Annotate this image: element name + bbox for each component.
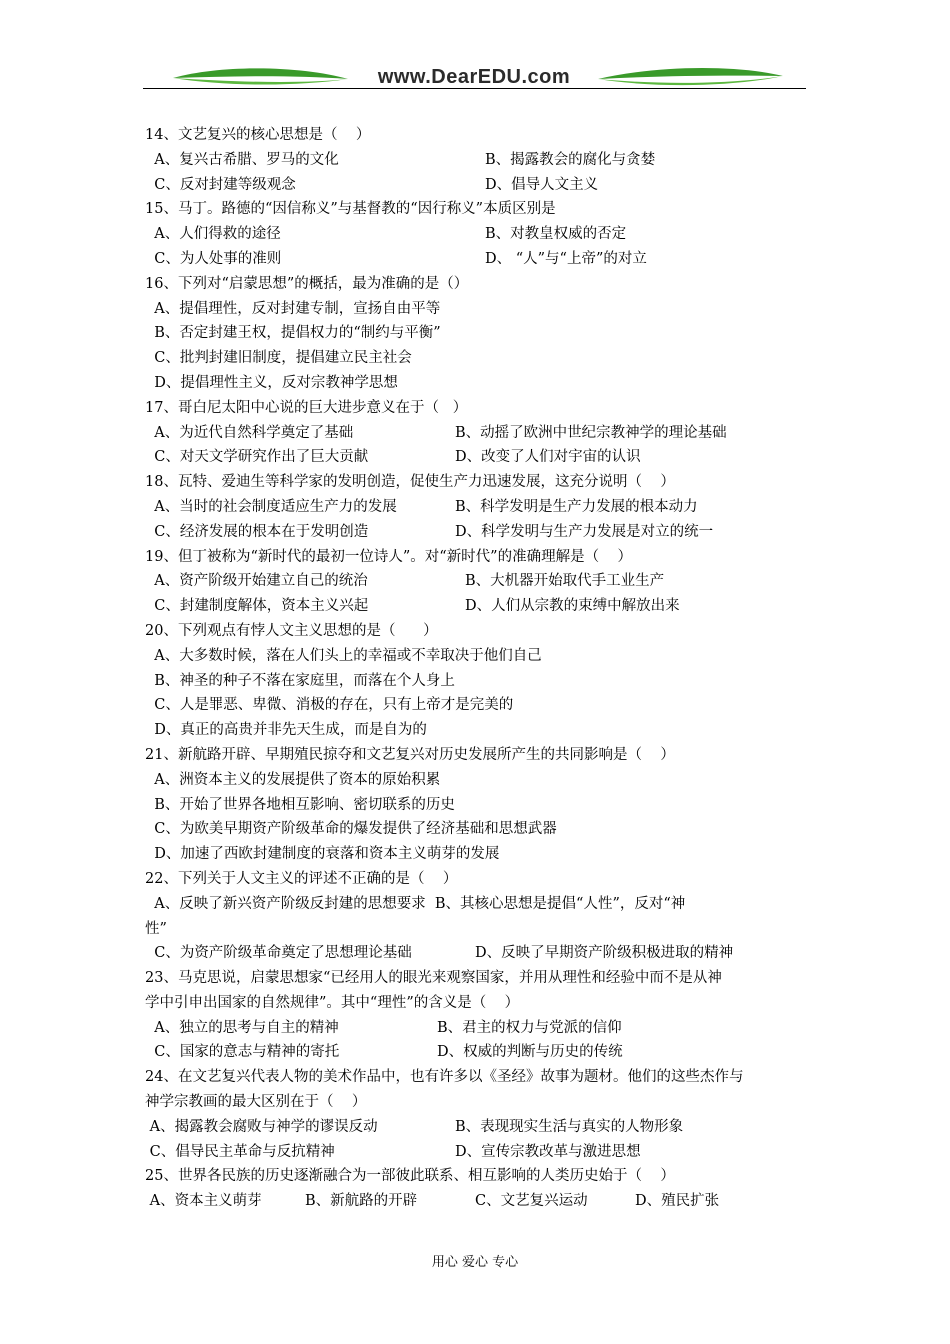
answer-option: B、揭露教会的腐化与贪婪 — [485, 151, 656, 168]
answer-option: 神学宗教画的最大区别在于（ ） — [145, 1094, 367, 1111]
question-stem: 24、在文艺复兴代表人物的美术作品中，也有许多以《圣经》故事为题材。他们的这些杰作与 — [145, 1069, 744, 1086]
question-item — [145, 197, 825, 271]
answer-option: C、为资产阶级革命奠定了思想理论基础 — [145, 945, 412, 962]
answer-option: A、复兴古希腊、罗马的文化 — [145, 151, 339, 168]
answer-option: D、人们从宗教的束缚中解放出来 — [465, 598, 680, 615]
option-row — [145, 445, 825, 470]
question-stem: 17、哥白尼太阳中心说的巨大进步意义在于（ ） — [145, 399, 468, 416]
answer-option: 性” — [145, 920, 167, 937]
answer-option: A、洲资本主义的发展提供了资本的原始积累 — [145, 771, 441, 788]
option-row — [145, 842, 825, 867]
answer-option: B、表现现实生活与真实的人物形象 — [455, 1118, 684, 1135]
option-row — [145, 1016, 825, 1041]
option-row — [145, 1115, 825, 1140]
question-item — [145, 619, 825, 743]
option-row — [145, 321, 825, 346]
option-row — [145, 1040, 825, 1065]
answer-option: B、大机器开始取代手工业生产 — [465, 573, 665, 590]
answer-option: C、国家的意志与精神的寄托 — [145, 1044, 340, 1061]
option-row — [145, 148, 825, 173]
answer-option: D、加速了西欧封建制度的衰落和资本主义萌芽的发展 — [145, 846, 500, 863]
question-item — [145, 545, 825, 619]
question-stem: 18、瓦特、爱迪生等科学家的发明创造，促使生产力迅速发展，这充分说明（ ） — [145, 474, 675, 491]
answer-option: B、动摇了欧洲中世纪宗教神学的理论基础 — [455, 424, 727, 441]
question-stem: 23、马克思说，启蒙思想家“已经用人的眼光来观察国家，并用从理性和经验中而不是从神 — [145, 970, 722, 987]
answer-option: C、文艺复兴运动 — [475, 1193, 588, 1210]
answer-option: C、批判封建旧制度，提倡建立民主社会 — [145, 350, 412, 367]
question-item — [145, 272, 825, 396]
option-row — [145, 991, 825, 1016]
answer-option: A、资产阶级开始建立自己的统治 — [145, 573, 368, 590]
question-item — [145, 123, 825, 197]
answer-option: D、殖民扩张 — [635, 1193, 720, 1210]
logo-text: www.DearEDU.com — [377, 66, 571, 88]
answer-option: A、反映了新兴资产阶级反封建的思想要求 B、其核心思想是提倡“人性”，反对“神 — [145, 895, 686, 912]
answer-option: D、倡导人文主义 — [485, 176, 599, 193]
answer-option: D、改变了人们对宇宙的认识 — [455, 449, 641, 466]
answer-option: C、反对封建等级观念 — [145, 176, 296, 193]
question-stem: 14、文艺复兴的核心思想是（ ） — [145, 127, 371, 143]
answer-option: 学中引申出国家的自然规律”。其中“理性”的含义是（ ） — [145, 994, 520, 1011]
question-stem: 22、下列关于人文主义的评述不正确的是（ ） — [145, 870, 458, 887]
answer-option: D、提倡理性主义，反对宗教神学思想 — [145, 374, 398, 391]
option-row — [145, 693, 825, 718]
answer-option: A、提倡理性，反对封建专制，宣扬自由平等 — [145, 300, 441, 317]
option-row — [145, 793, 825, 818]
answer-option: D、真正的高贵并非先天生成，而是自为的 — [145, 722, 427, 739]
answer-option: C、经济发展的根本在于发明创造 — [145, 523, 369, 540]
answer-option: C、倡导民主革命与反抗精神 — [145, 1143, 335, 1160]
answer-option: D、科学发明与生产力发展是对立的统一 — [455, 523, 714, 540]
answer-option: B、对教皇权威的否定 — [485, 226, 627, 243]
question-item — [145, 743, 825, 867]
question-list — [145, 123, 825, 1214]
question-item — [145, 470, 825, 544]
answer-option: B、开始了世界各地相互影响、密切联系的历史 — [145, 796, 455, 813]
question-item — [145, 867, 825, 966]
option-row — [145, 594, 825, 619]
answer-option: D、 “人”与“上帝”的对立 — [485, 250, 647, 267]
question-item — [145, 966, 825, 1065]
question-stem: 15、马丁。路德的“因信称义”与基督教的“因行称义”本质区别是 — [145, 201, 556, 218]
option-row — [145, 669, 825, 694]
question-item — [145, 396, 825, 470]
answer-option: B、否定封建王权，提倡权力的“制约与平衡” — [145, 325, 441, 342]
question-item — [145, 1164, 825, 1214]
option-row — [145, 718, 825, 743]
option-row — [145, 892, 825, 917]
answer-option: A、人们得救的途径 — [145, 226, 281, 243]
answer-option: A、资本主义萌芽 — [145, 1193, 262, 1210]
question-stem: 16、下列对“启蒙思想”的概括，最为准确的是（） — [145, 275, 469, 292]
answer-option: C、对天文学研究作出了巨大贡献 — [145, 449, 369, 466]
footer-text: 用心 爱心 专心 — [431, 1255, 519, 1270]
answer-option: B、科学发明是生产力发展的根本动力 — [455, 498, 698, 515]
answer-option: A、为近代自然科学奠定了基础 — [145, 424, 354, 441]
answer-option: D、宣传宗教改革与激进思想 — [455, 1143, 641, 1160]
option-row — [145, 644, 825, 669]
option-row — [145, 941, 825, 966]
answer-option: B、新航路的开辟 — [305, 1193, 418, 1210]
option-row — [145, 917, 825, 942]
option-row — [145, 1090, 825, 1115]
option-row — [145, 817, 825, 842]
answer-option: A、当时的社会制度适应生产力的发展 — [145, 498, 397, 515]
question-stem: 25、世界各民族的历史逐渐融合为一部彼此联系、相互影响的人类历史始于（ ） — [145, 1168, 675, 1185]
answer-option: A、揭露教会腐败与神学的谬误反动 — [145, 1118, 378, 1135]
answer-option: C、人是罪恶、卑微、消极的存在，只有上帝才是完美的 — [145, 697, 514, 714]
question-stem: 20、下列观点有悖人文主义思想的是（ ） — [145, 622, 438, 639]
option-row — [145, 346, 825, 371]
option-row — [145, 569, 825, 594]
option-row — [145, 421, 825, 446]
option-row — [145, 495, 825, 520]
option-row — [145, 1189, 825, 1214]
answer-option: A、大多数时候，落在人们头上的幸福或不幸取决于他们自己 — [145, 647, 542, 664]
option-row — [145, 1140, 825, 1165]
header-rule — [143, 88, 806, 89]
answer-option: B、君主的权力与党派的信仰 — [437, 1019, 622, 1036]
answer-option: C、封建制度解体，资本主义兴起 — [145, 598, 369, 615]
question-stem: 21、新航路开辟、早期殖民掠夺和文艺复兴对历史发展所产生的共同影响是（ ） — [145, 746, 675, 763]
option-row — [145, 520, 825, 545]
option-row — [145, 371, 825, 396]
option-row — [145, 768, 825, 793]
answer-option: C、为欧美早期资产阶级革命的爆发提供了经济基础和思想武器 — [145, 821, 557, 838]
question-item — [145, 1065, 825, 1164]
answer-option: A、独立的思考与自主的精神 — [145, 1019, 339, 1036]
answer-option: C、为人处事的准则 — [145, 250, 282, 267]
answer-option: D、权威的判断与历史的传统 — [437, 1044, 623, 1061]
option-row — [145, 173, 825, 198]
option-row — [145, 247, 825, 272]
option-row — [145, 222, 825, 247]
answer-option: B、神圣的种子不落在家庭里，而落在个人身上 — [145, 672, 455, 689]
answer-option: D、反映了早期资产阶级积极进取的精神 — [475, 945, 734, 962]
question-stem: 19、但丁被称为“新时代的最初一位诗人”。对“新时代”的准确理解是（ ） — [145, 548, 633, 565]
option-row — [145, 297, 825, 322]
